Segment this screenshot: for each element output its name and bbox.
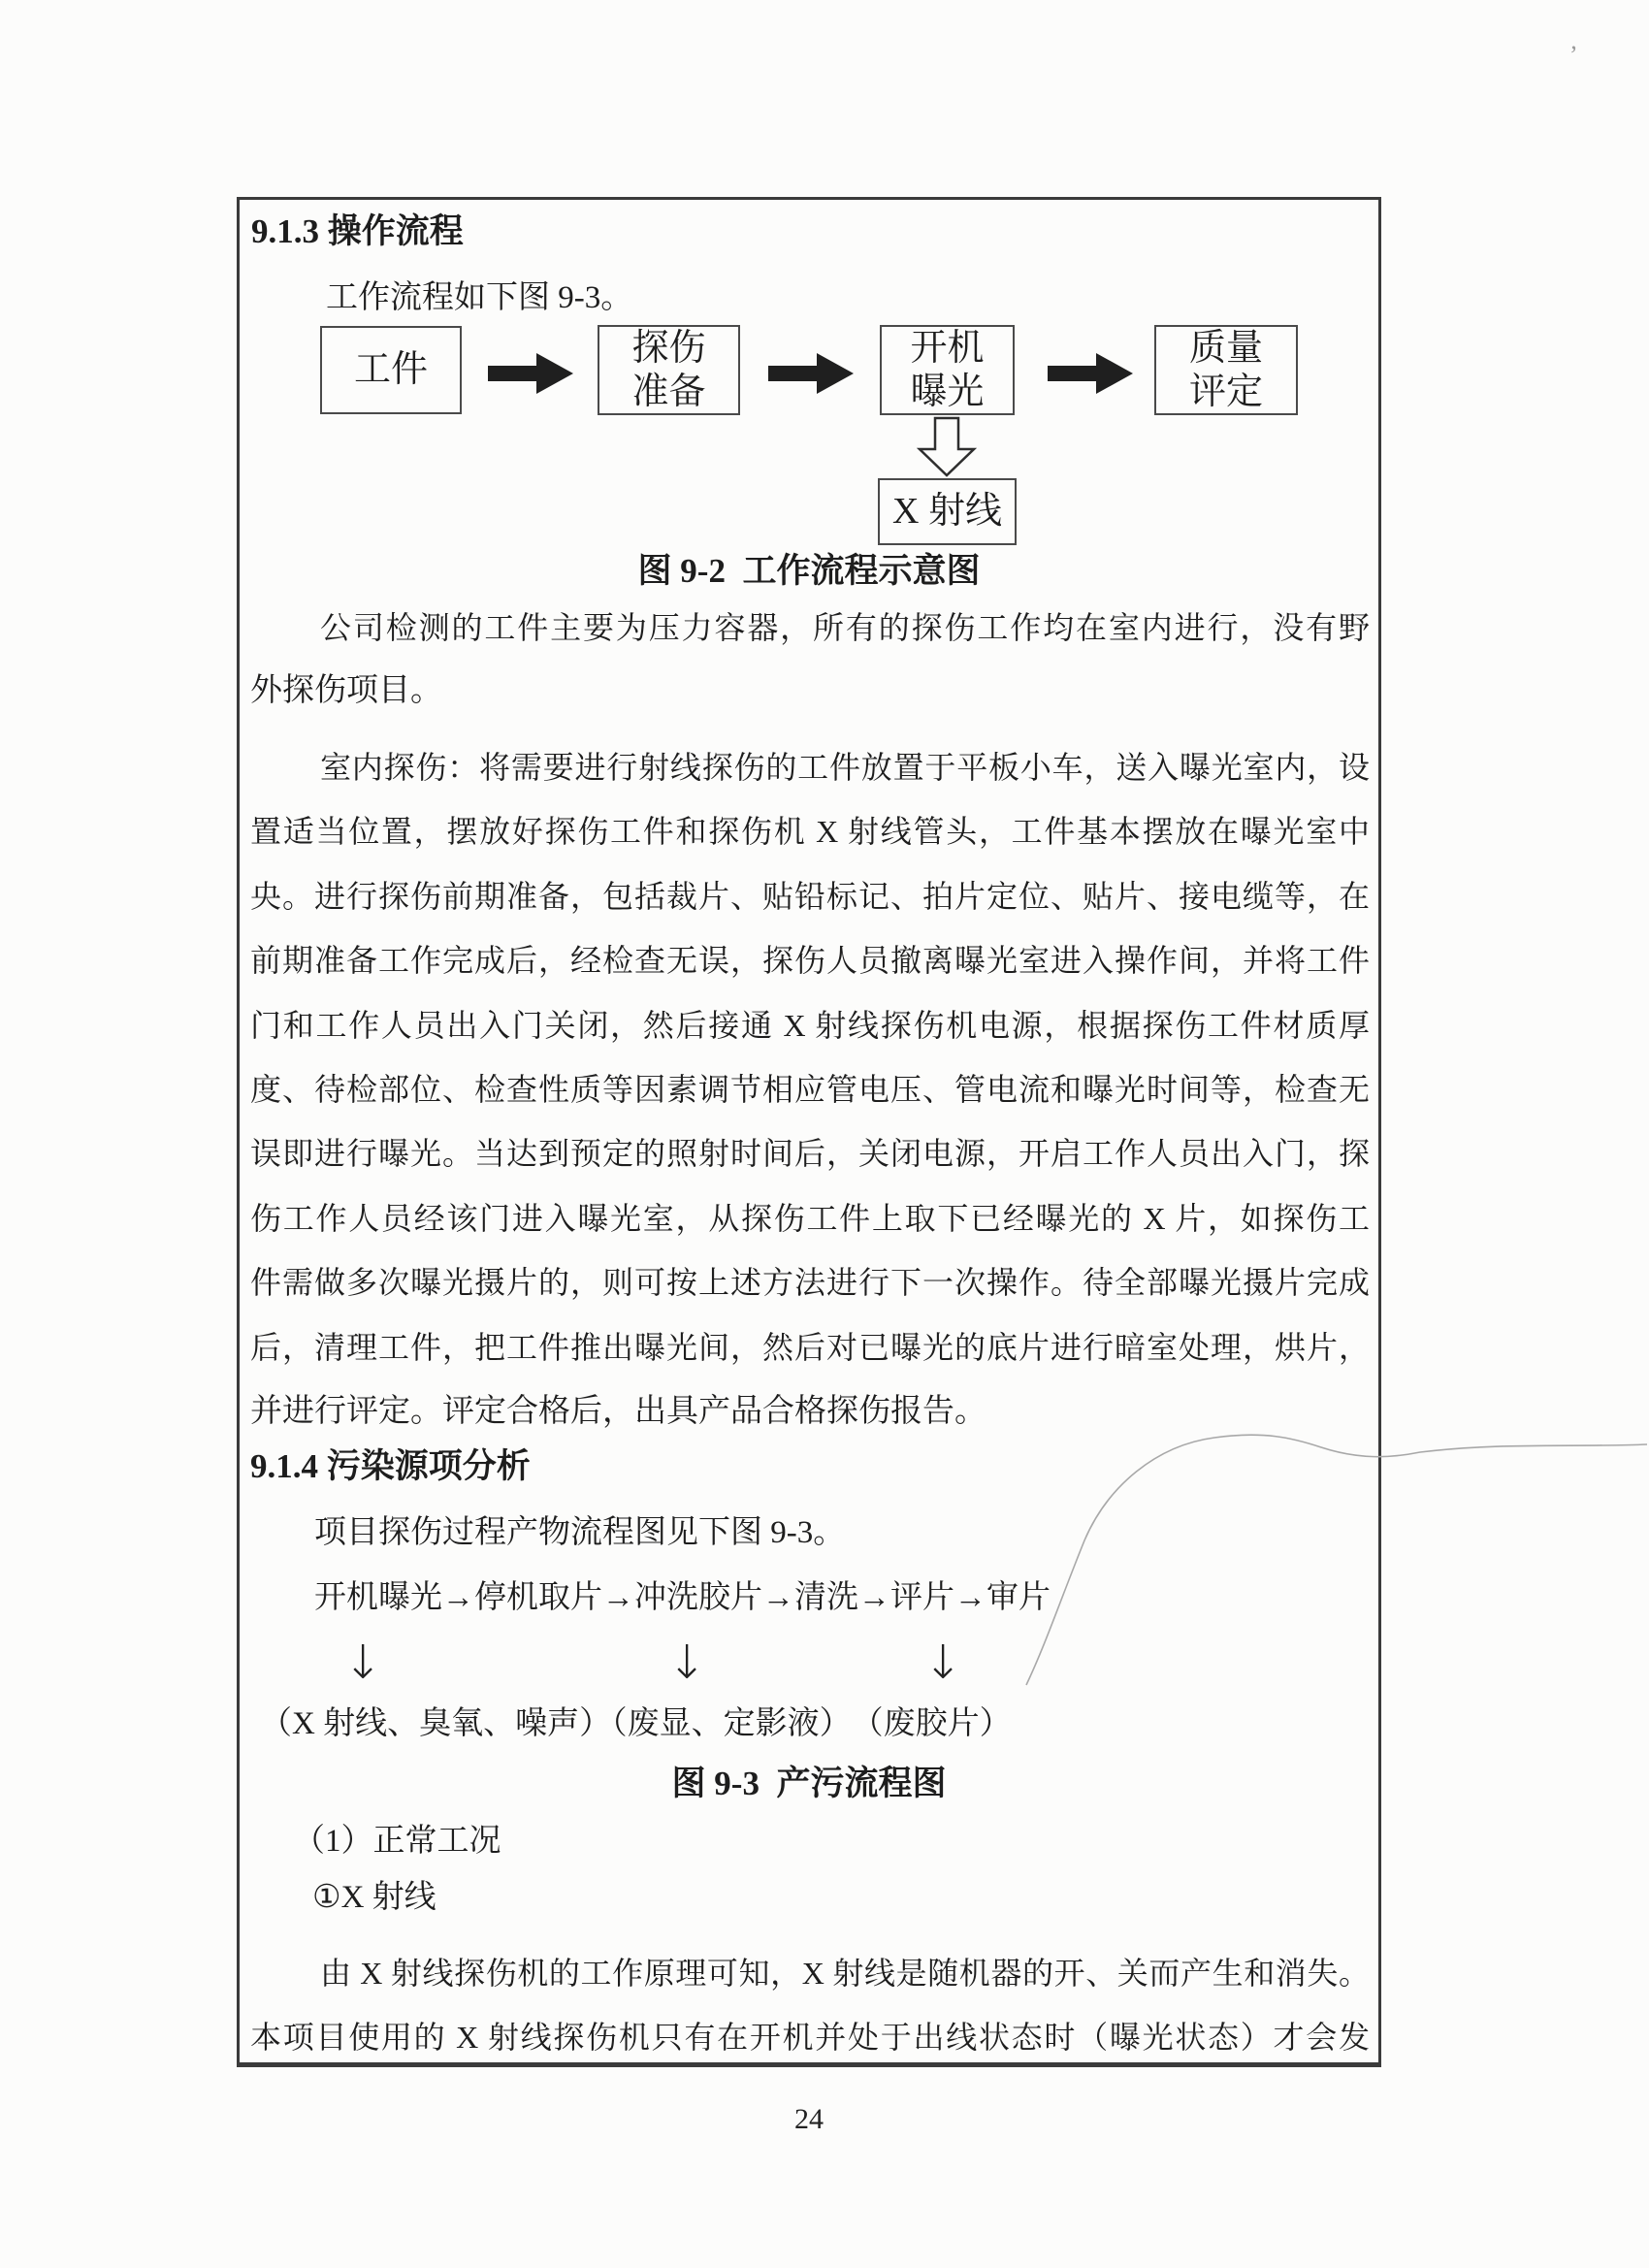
scan-artifact-tick: ’: [1569, 41, 1578, 69]
flow-arrow-right-icon: [488, 352, 575, 395]
para-b-line: 伤工作人员经该门进入曝光室，从探伤工件上取下已经曝光的 X 片，如探伤工: [250, 1201, 1370, 1236]
flow-box-label: 曝光: [910, 371, 985, 412]
para-b-line: 并进行评定。评定合格后，出具产品合格探伤报告。: [250, 1394, 986, 1429]
flow-box-label: 开机: [910, 327, 985, 369]
page-number: 24: [794, 2103, 824, 2135]
flow-box-label: 工件: [353, 349, 428, 390]
condition-item-xray: ①X 射线: [312, 1880, 436, 1915]
down-arrow-icon: ↓: [923, 1636, 963, 1690]
section-914-heading: 9.1.4 污染源项分析: [250, 1447, 531, 1485]
flow-box-label: X 射线: [892, 491, 1002, 532]
down-arrow-icon: ↓: [667, 1636, 707, 1690]
flow-box-xray: [878, 478, 1017, 545]
hollow-down-arrow-icon: [917, 416, 977, 478]
figure-92-caption: 图 9-2 工作流程示意图: [637, 552, 981, 590]
para-c-line: 由 X 射线探伤机的工作原理可知，X 射线是随机器的开、关而产生和消失。: [320, 1956, 1370, 1991]
figure-93-caption: 图 9-3 产污流程图: [671, 1765, 947, 1802]
flow-box-exposure: [880, 325, 1015, 415]
condition-item-normal: （1）正常工况: [293, 1824, 501, 1859]
para-b-line: 后，清理工件，把工件推出曝光间，然后对已曝光的底片进行暗室处理，烘片，: [250, 1330, 1370, 1365]
para-b-line: 度、待检部位、检查性质等因素调节相应管电压、管电流和曝光时间等，检查无: [250, 1072, 1370, 1107]
section-913-intro: 工作流程如下图 9-3。: [326, 280, 633, 315]
flow-box-label: 探伤: [631, 327, 706, 369]
down-arrow-icon: ↓: [343, 1636, 383, 1690]
flow-box-label: 准备: [631, 371, 706, 412]
flow-box-preparation: [598, 325, 740, 415]
para-b-line: 室内探伤：将需要进行射线探伤的工件放置于平板小车，送入曝光室内，设: [320, 750, 1370, 785]
flow-box-label: 评定: [1188, 371, 1263, 412]
para-b-line: 件需做多次曝光摄片的，则可按上述方法进行下一次操作。待全部曝光摄片完成: [250, 1265, 1370, 1300]
para-b-line: 置适当位置，摆放好探伤工件和探伤机 X 射线管头，工件基本摆放在曝光室中: [250, 814, 1370, 849]
para-b-line: 央。进行探伤前期准备，包括裁片、贴铅标记、拍片定位、贴片、接电缆等，在: [250, 879, 1370, 914]
process-flow-line: 开机曝光→停机取片→冲洗胶片→清洗→评片→审片: [314, 1580, 1051, 1615]
para-a-line: 外探伤项目。: [250, 673, 442, 708]
para-b-line: 误即进行曝光。当达到预定的照射时间后，关闭电源，开启工作人员出入门，探: [250, 1136, 1370, 1171]
para-a-line: 公司检测的工件主要为压力容器，所有的探伤工作均在室内进行，没有野: [320, 610, 1370, 645]
para-b-line: 门和工作人员出入门关闭，然后接通 X 射线探伤机电源，根据探伤工件材质厚: [250, 1008, 1370, 1043]
flow-arrow-right-icon: [1048, 352, 1135, 395]
section-914-intro: 项目探伤过程产物流程图见下图 9-3。: [314, 1515, 846, 1550]
flow-box-label: 质量: [1188, 327, 1263, 369]
para-c-line: 本项目使用的 X 射线探伤机只有在开机并处于出线状态时（曝光状态）才会发: [250, 2020, 1370, 2055]
section-913-heading: 9.1.3 操作流程: [251, 212, 464, 250]
flow-box-quality: [1154, 325, 1298, 415]
para-b-line: 前期准备工作完成后，经检查无误，探伤人员撤离曝光室进入操作间，并将工件: [250, 943, 1370, 978]
flow-box-workpiece: [320, 326, 462, 414]
flow-arrow-right-icon: [768, 352, 856, 395]
process-outputs-line: （X 射线、臭氧、噪声）（废显、定影液） （废胶片）: [260, 1706, 1012, 1741]
